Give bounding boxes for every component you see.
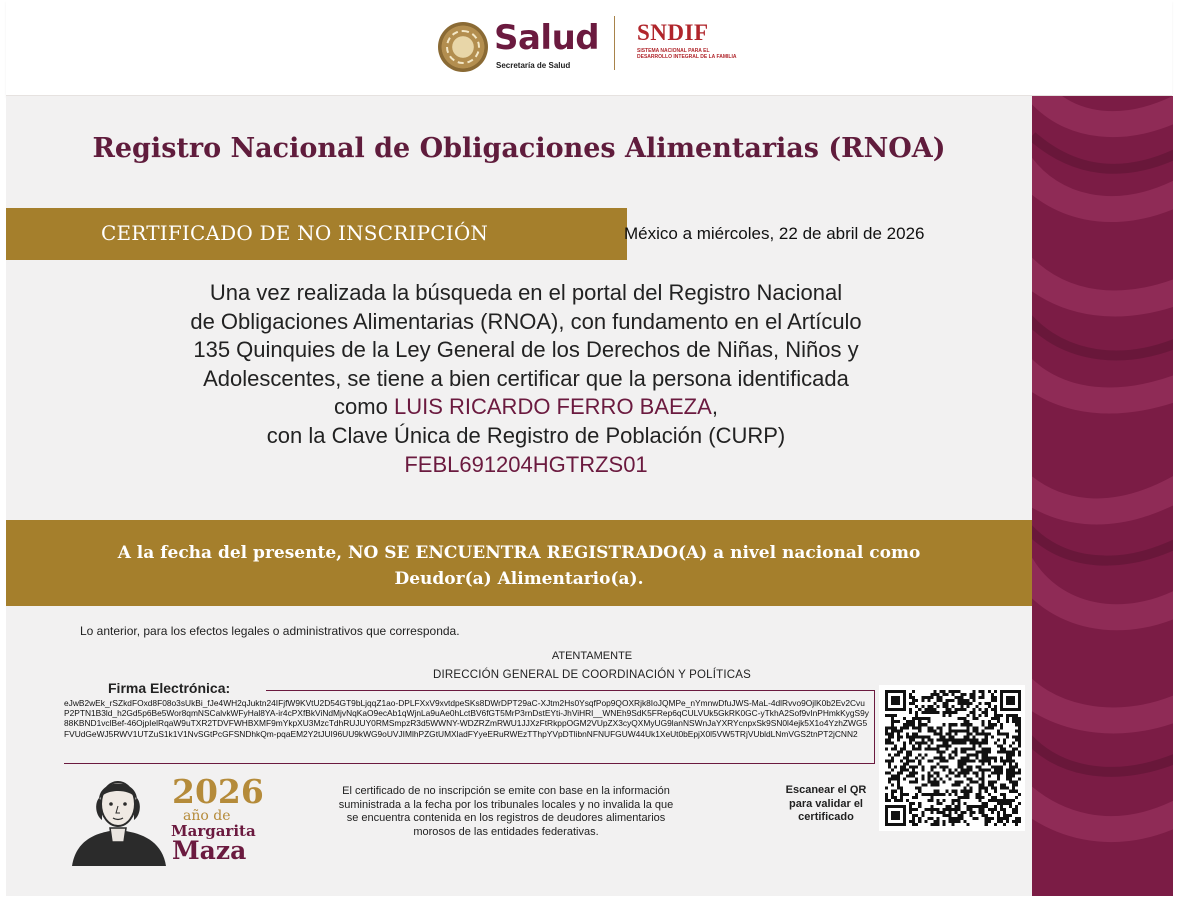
paragraph-line: 135 Quinquies de la Ley General de los Derechos de Niñas, Niños y [193, 337, 859, 363]
paragraph-line [86, 393, 966, 422]
salud-logo: Salud [494, 18, 600, 58]
salud-logo-subtitle: Secretaría de Salud [496, 61, 571, 70]
atentamente-label: ATENTAMENTE [551, 650, 633, 662]
disclaimer-line: morosos de las entidades federativas. [413, 825, 599, 838]
disclaimer-line: se encuentra contenida en los registros de deudores alimentarios [346, 812, 666, 825]
paragraph-line: Adolescentes, se tiene a bien certificar que la persona identificada [203, 365, 849, 391]
issuing-office: DIRECCIÓN GENERAL DE COORDINACIÓN Y POLÍTICAS [432, 669, 752, 681]
paragraph-text: , [711, 394, 718, 420]
year-badge-line: Maza [172, 836, 247, 865]
qr-code-icon[interactable] [885, 690, 1021, 826]
logo-divider [614, 16, 615, 70]
legal-note: Lo anterior, para los efectos legales o administrativos que corresponda. [80, 624, 460, 638]
paragraph-line: de Obligaciones Alimentarias (RNOA), con fundamento en el Artículo [190, 308, 862, 334]
sndif-logo-subtitle: SISTEMA NACIONAL PARA EL DESARROLLO INTEGRAL DE LA FAMILIA [637, 48, 737, 60]
year-badge-line: Margarita [171, 822, 256, 840]
year-badge-line: año de [183, 808, 231, 824]
sndif-logo: SNDIF [637, 20, 709, 45]
disclaimer-line: suministrada a la fecha por los tribunales locales y no invalida la que [338, 798, 674, 811]
coat-of-arms-icon [438, 22, 488, 72]
paragraph-line: Una vez realizada la búsqueda en el portal del Registro Nacional [209, 280, 843, 305]
document-title: Registro Nacional de Obligaciones Alimentarias (RNOA) [92, 133, 946, 164]
signature-value: eJwB2wEk_rSZkdFOxd8F08o3sUkBi_fJe4WH2qJuktn24IFjfW9KVtU2D54GT9bLjqqZ1ao-DPLFXxV9xvtdpeSKs8DWrDPT29aC-XJtm2Hs0YsqfPop9QOXRjk8IoJQMPe_nYmnwDfuJWS-MaL-4dlRvvo9OjlK0b2Ev2CvuP2PTN1B3ld_h2Gd5p6Be5Wor8qmNSCalvkWFyHal8YA-ir4cPXfBkViNdMjvNqKaO9ecAb1qWjnLa9uAe0hLctBV6fGT5MrP3rnDstEYti-JhViHRl__WNEh9SdK5FRep6qCULVUk5GkRK0GC-yTkhA2Sof9vInPHmkKygS9y88KBND1vclBef-46OjpIelRqaW9uTXR2TDVFWHBXMF9mYkpXU3MzcTdhRUJUY0RMSmpzR3d5WWNY-WDZRZmRWU1JJXzFtRkppOGM2VUpZX3cyQXMyUG9lanNSWnJaYXRYcnpxSk9SN0l4ejk5X1o4YzhZWG5FVUdGeWJ5RWV1UTZuS1k1V1NvSGtPcGFSNDhkQm-pqaEM2Y2tJUI96UU9kWG9oUVJIMlhPZGtUMXladFYyeERuRWEzTThpYVpDTlibnNFNUFGUW44Uk1XeUt0bEpjX0l5VW5TRjVUbldLNmVGS2tnPT2jCNN2 [64, 698, 869, 739]
issue-date: México a miércoles, 22 de abril de 2026 [624, 224, 925, 243]
header [6, 0, 1172, 96]
qr-caption: Escanear el QR para validar el certificado [785, 784, 867, 823]
margarita-maza-portrait-icon [66, 770, 170, 866]
certification-paragraph [86, 279, 966, 479]
paragraph-line: con la Clave Única de Registro de Población (CURP) [266, 422, 786, 448]
signature-label: Firma Electrónica: [108, 680, 231, 696]
status-banner-text [6, 540, 1032, 592]
status-line: A la fecha del presente, NO SE ENCUENTRA REGISTRADO(A) a nivel nacional como [117, 543, 921, 563]
disclaimer [306, 785, 706, 839]
curp-value: FEBL691204HGTRZS01 [404, 451, 648, 477]
certificate-banner-text: CERTIFICADO DE NO INSCRIPCIÓN [101, 221, 489, 245]
year-badge-year: 2026 [172, 772, 264, 811]
decorative-pattern-icon [1032, 96, 1173, 896]
disclaimer-line: El certificado de no inscripción se emite con base en la información [342, 785, 670, 797]
decorative-side-band [1032, 96, 1173, 896]
paragraph-text: como [334, 394, 394, 420]
person-name: LUIS RICARDO FERRO BAEZA [393, 394, 712, 420]
status-line: Deudor(a) Alimentario(a). [394, 569, 644, 589]
